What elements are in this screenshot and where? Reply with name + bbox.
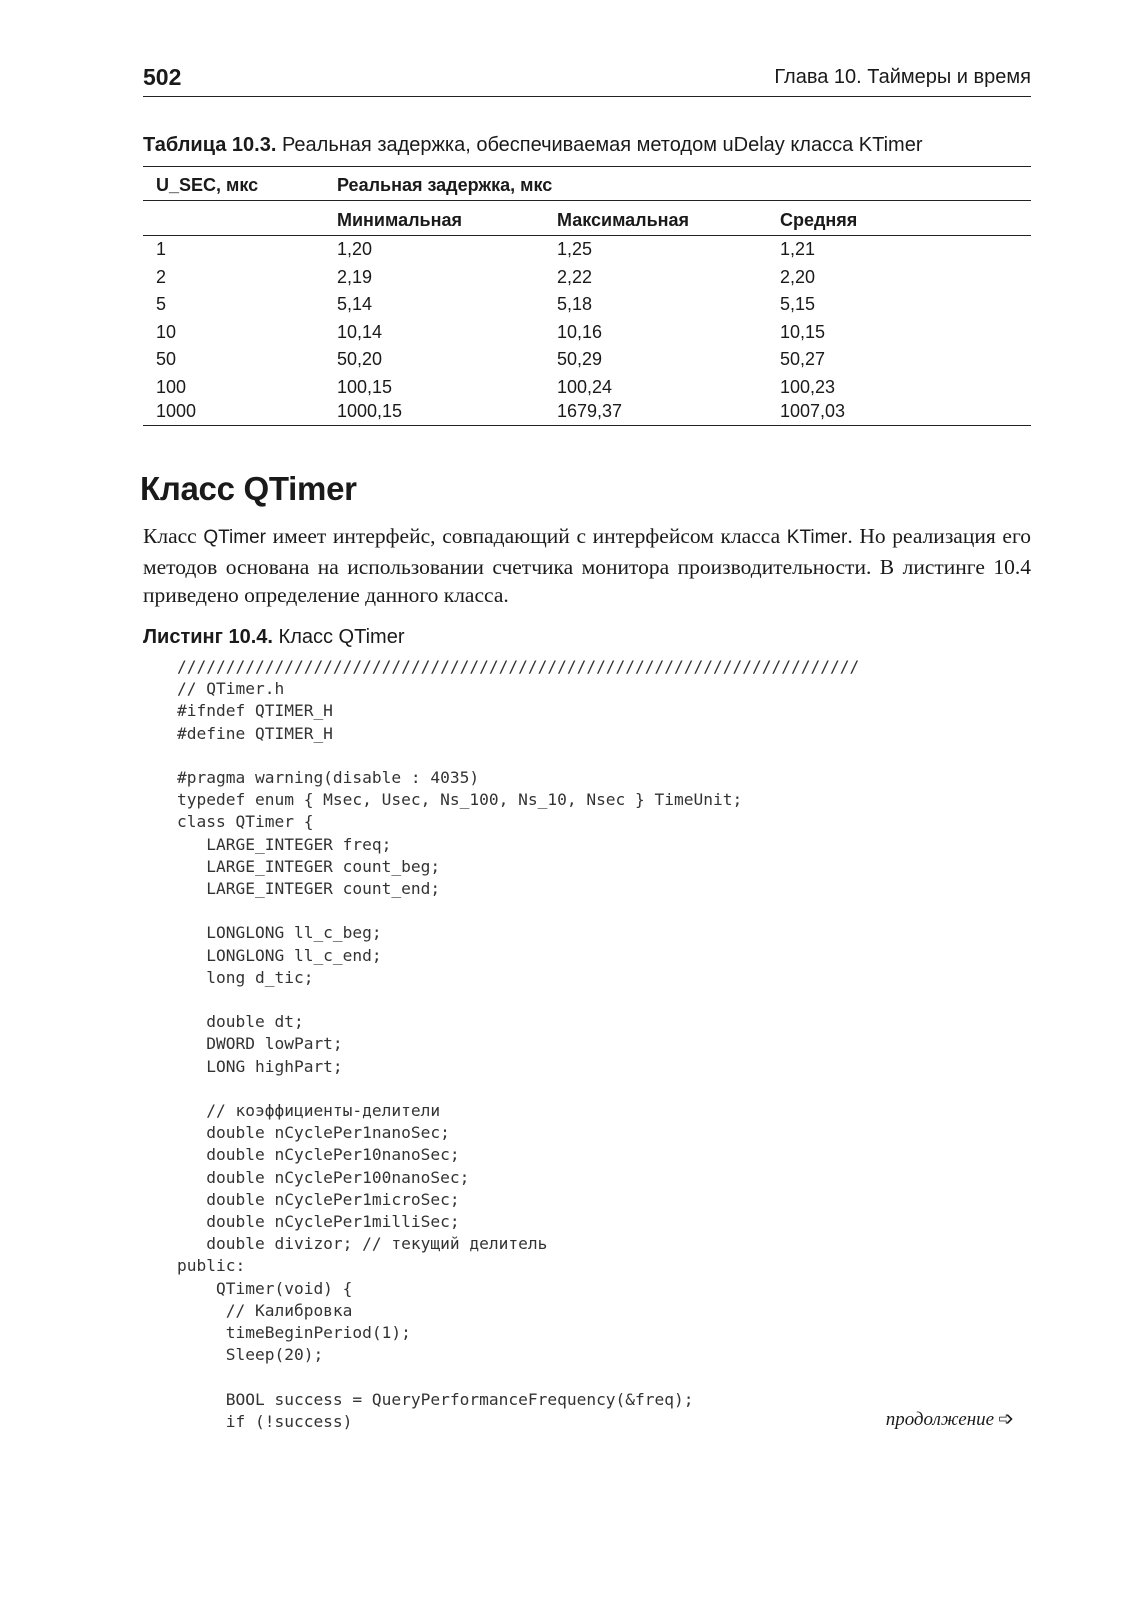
cell-avg: 2,20 — [780, 266, 816, 287]
table-caption-label: Таблица 10.3. — [143, 134, 277, 156]
inline-code-ktimer: KTimer — [786, 527, 848, 548]
cell-min: 1000,15 — [324, 401, 544, 426]
cell-avg: 50,27 — [780, 349, 826, 369]
table-row — [143, 346, 1031, 374]
section-heading: Класс QTimer — [140, 470, 357, 507]
paragraph-text: . Но реализация его методов основана на использовании счетчика монитора производительности. В листинге 10.4 приведено определение данного класса. — [143, 524, 1031, 607]
arrow-icon: ➩ — [998, 1409, 1014, 1430]
code-listing: ////////////////////////////////////////////////////////////////////// // QTimer.h #ifndef QTIMER_H #define QTIMER_H #pragma warning(disable : 4035) typedef enum { Msec, Usec, Ns_100, Ns_10, Nsec } TimeUnit; class QTimer { LARGE_INTEGER freq; LARGE_INTEGER count_beg; LARGE_INTEGER count_end; LONGLONG ll_c_beg; LONGLONG ll_c_end; long d_tic; double dt; DWORD lowPart; LONG highPart; // коэффициенты-делители double nCyclePer1nanoSec; double nCyclePer10nanoSec; double nCyclePer100nanoSec; double nCyclePer1microSec; double nCyclePer1milliSec; double divizor; // текущий делитель public: QTimer(void) { // Калибровка timeBeginPeriod(1); Sleep(20); BOOL success = QueryPerformanceFrequency(&freq); if (!success) — [177, 657, 860, 1431]
cell-max: 50,29 — [557, 349, 603, 369]
table-row — [143, 374, 1031, 402]
cell-min: 1,20 — [337, 239, 373, 259]
column-header-min: Минимальная — [324, 201, 544, 236]
body-paragraph — [143, 522, 1031, 610]
cell-min: 50,20 — [337, 349, 383, 369]
cell-usec: 100 — [156, 376, 187, 397]
table-caption — [143, 134, 1031, 157]
continued-marker — [886, 1408, 1014, 1431]
paragraph-text: Класс — [143, 524, 204, 548]
cell-min: 2,19 — [337, 266, 373, 287]
cell-avg: 100,23 — [780, 376, 836, 397]
cell-usec: 50 — [156, 349, 177, 369]
cell-usec: 1000 — [143, 401, 324, 426]
column-header-max: Максимальная — [544, 201, 767, 236]
cell-max: 100,24 — [557, 376, 613, 397]
cell-min: 10,14 — [337, 321, 383, 342]
cell-max: 1,25 — [557, 239, 593, 259]
cell-usec: 1 — [156, 239, 167, 259]
cell-max: 5,18 — [557, 294, 593, 314]
listing-name: Класс QTimer — [273, 626, 405, 648]
table-row — [143, 291, 1031, 319]
running-head — [143, 60, 1031, 97]
continued-text: продолжение — [885, 1409, 995, 1430]
inline-code-qtimer: QTimer — [203, 527, 266, 548]
column-header-real-delay: Реальная задержка, мкс — [324, 167, 1031, 201]
table-caption-text: Реальная задержка, обеспечиваемая методом uDelay класса KTimer — [276, 134, 923, 156]
cell-avg: 5,15 — [780, 294, 816, 314]
table-row — [143, 236, 1031, 264]
table-subheader-row — [143, 201, 1031, 236]
cell-usec: 5 — [156, 294, 167, 314]
table-row — [143, 319, 1031, 347]
column-header-empty — [143, 201, 324, 236]
cell-min: 5,14 — [337, 294, 373, 314]
listing-title — [143, 626, 404, 649]
cell-min: 100,15 — [337, 376, 393, 397]
page-number: 502 — [143, 64, 182, 90]
delay-table — [143, 166, 1031, 426]
cell-avg: 1007,03 — [767, 401, 1031, 426]
cell-usec: 2 — [156, 266, 167, 287]
listing-label: Листинг 10.4. — [143, 626, 273, 648]
table-row — [143, 401, 1031, 426]
column-header-avg: Средняя — [767, 201, 1031, 236]
chapter-title: Глава 10. Таймеры и время — [774, 66, 1031, 88]
cell-usec: 10 — [156, 321, 177, 342]
table-header-row — [143, 167, 1031, 201]
cell-max: 1679,37 — [544, 401, 767, 426]
paragraph-text: имеет интерфейс, совпадающий с интерфейсом класса — [266, 524, 787, 548]
cell-max: 10,16 — [557, 321, 603, 342]
column-header-usec: U_SEC, мкс — [143, 167, 324, 201]
cell-max: 2,22 — [557, 266, 593, 287]
cell-avg: 1,21 — [780, 239, 816, 259]
table-row — [143, 264, 1031, 292]
cell-avg: 10,15 — [780, 321, 826, 342]
